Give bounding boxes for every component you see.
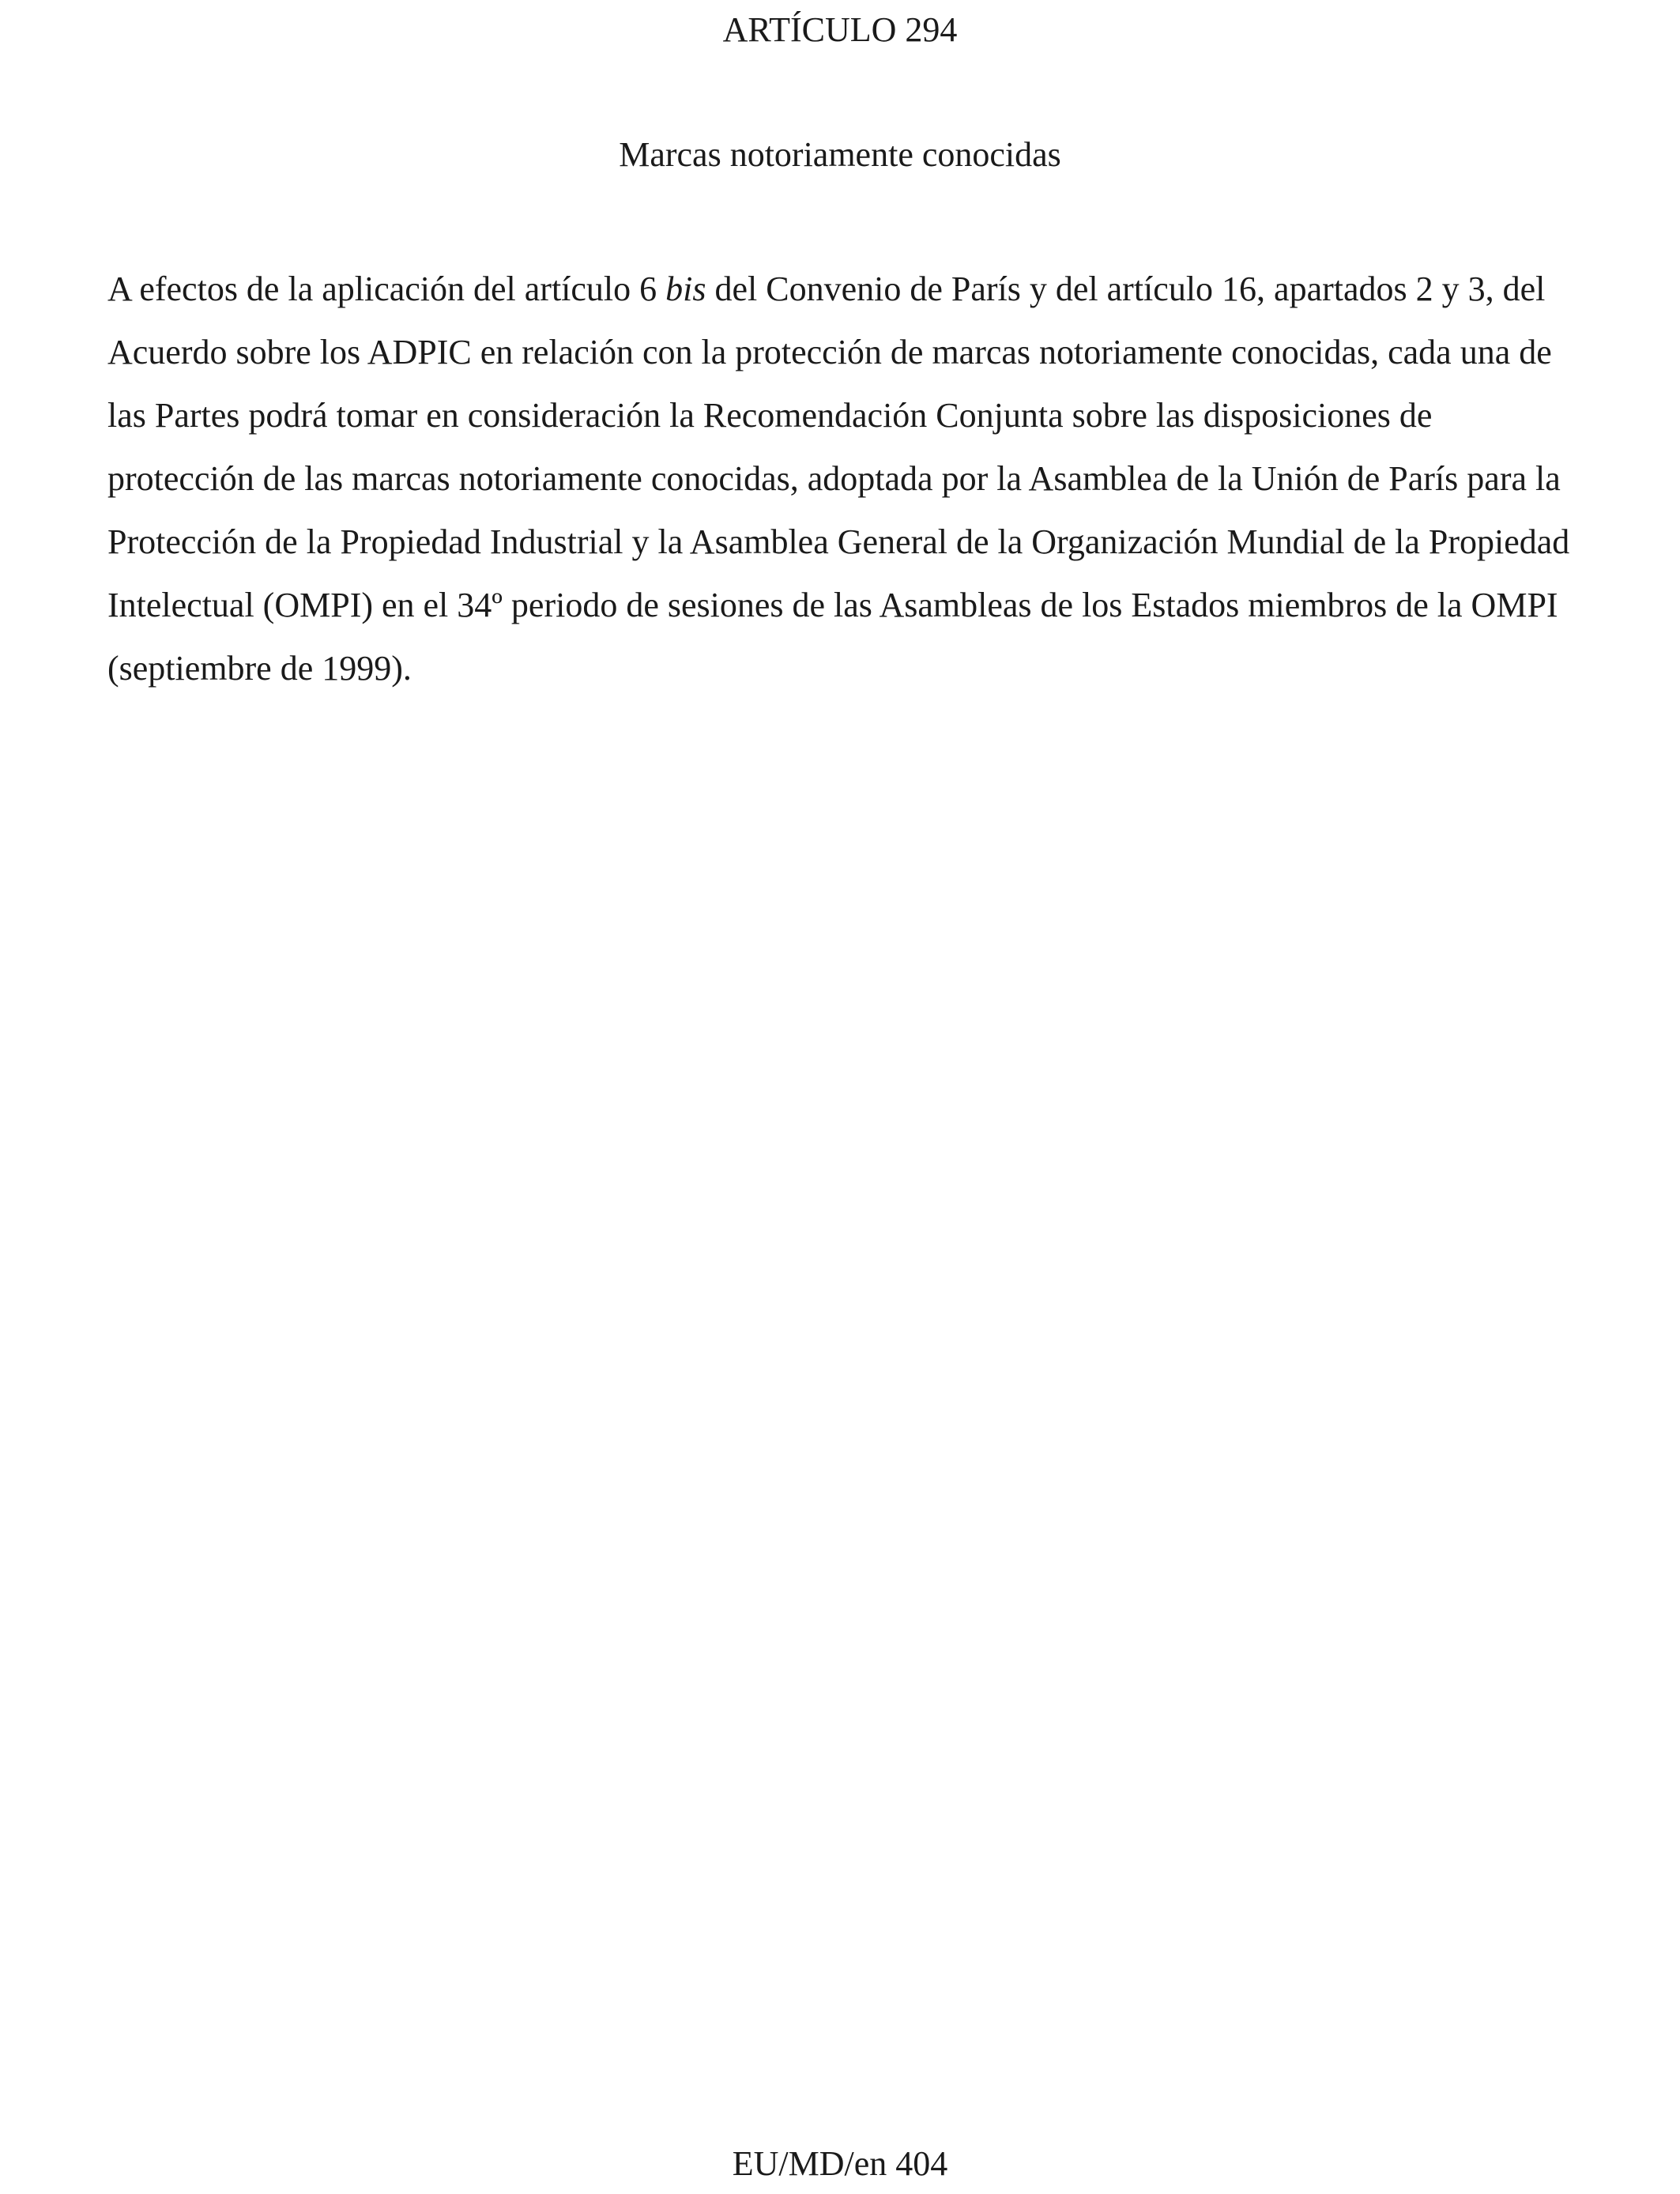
body-text-part-2: del Convenio de París y del artículo 16, apartados 2 y 3, del Acuerdo sobre los ADPIC en relación con la protección de marcas notoriamente conocidas, cada una de las Partes podrá tomar en consideración la Recomendación Conjunta sobre las disposiciones de protección de las marcas notoriamente conocidas, adoptada por la Asamblea de la Unión de París para la Protección de la Propiedad Industrial y la Asamblea General de la Organización Mundial de la Propiedad Intelectual (OMPI) en el 34º periodo de sesiones de las Asambleas de los Estados miembros de la OMPI (septiembre de 1999). — [107, 270, 1570, 688]
article-title: ARTÍCULO 294 — [722, 10, 958, 49]
body-text-part-1: A efectos de la aplicación del artículo 6 — [107, 270, 666, 308]
page-footer-reference: EU/MD/en 404 — [732, 2144, 948, 2183]
article-body-paragraph — [107, 258, 1577, 700]
body-text-italic: bis — [665, 270, 706, 308]
article-subtitle: Marcas notoriamente conocidas — [619, 135, 1061, 174]
